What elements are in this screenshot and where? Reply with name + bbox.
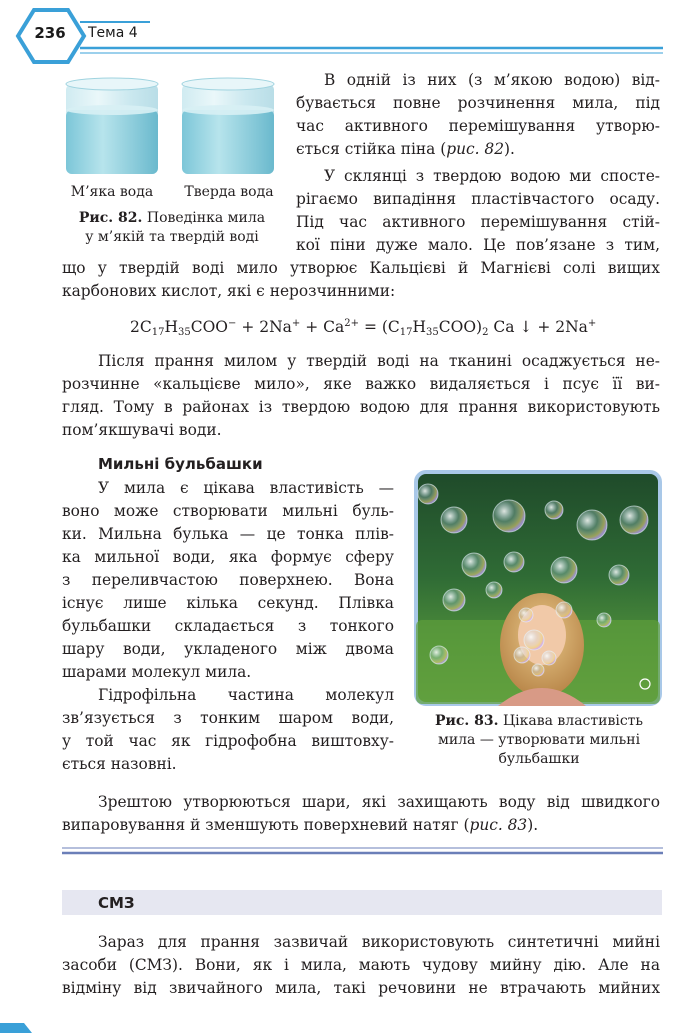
text-line: бувається повне розчинення мила, під xyxy=(296,94,660,112)
section-heading-bar xyxy=(62,890,662,915)
text-line: засоби (СМЗ). Вони, як і мила, мають чудову мийну дію. Але на xyxy=(62,956,660,974)
text-line: воно може створювати мильні буль- xyxy=(62,502,394,520)
text-line: зв’язується з тонким шаром води, xyxy=(62,709,394,727)
figure-83-caption-text: Цікава властивість xyxy=(502,713,644,729)
text-line: час активного перемішування утворю- xyxy=(296,117,660,135)
soft-water-label: М’яка вода xyxy=(70,184,154,200)
text-line: кої піни дуже мало. Це пов’язане з тим, xyxy=(296,236,660,254)
text-line: ється назовні. xyxy=(62,755,177,773)
text-line: шару води, укладеного між двома xyxy=(62,640,394,658)
corner-mark xyxy=(0,1015,40,1033)
soft-water-beaker xyxy=(66,78,158,174)
topic-title: Тема 4 xyxy=(88,25,138,41)
text-line: У склянці з твердою водою ми спосте- xyxy=(324,167,660,185)
text-line: шарами молекул мила. xyxy=(62,663,252,681)
text-line: що у твердій воді мило утворює Кальцієві й Магнієві солі вищих xyxy=(62,259,660,277)
text-line: Зрештою утворюються шари, які захищають воду від швидкого xyxy=(98,793,660,811)
text-line: відміну від звичайного мила, такі речовини не втрачають мийних xyxy=(62,979,660,997)
paragraph-calcium-soap xyxy=(62,350,660,442)
text-line: Під час активного перемішування стій- xyxy=(296,213,660,231)
figure-82-caption-line2: у м’якій та твердій воді xyxy=(85,229,259,245)
section-heading-smz: СМЗ xyxy=(98,894,135,912)
figure-82-caption-text: Поведінка мила xyxy=(146,210,266,226)
text-line: пом’якшувачі води. xyxy=(62,421,222,439)
figure-83-number: Рис. 83. xyxy=(434,713,499,729)
text-line: бульбашки складається з тонкого xyxy=(62,617,394,635)
figure-83-caption-line3: бульбашки xyxy=(498,751,580,767)
text-line: ка мильної води, яка формує сферу xyxy=(62,548,394,566)
text-line: розчинне «кальцієве мило», яке важко видаляється і псує її ви- xyxy=(62,375,660,393)
figure-82-beakers xyxy=(62,76,282,181)
hard-water-beaker xyxy=(182,78,274,174)
paragraph-smz xyxy=(62,931,660,1000)
text-line: випаровування й зменшують поверхневий натяг (рис. 83). xyxy=(62,816,539,834)
text-line: існує лише кілька секунд. Плівка xyxy=(62,594,394,612)
figure-82-number: Рис. 82. xyxy=(78,210,143,226)
paragraph-soft-water xyxy=(296,69,660,161)
paragraph-bubbles-final xyxy=(62,791,660,837)
paragraph-hard-water xyxy=(296,165,660,257)
figure-ref-82: рис. 82 xyxy=(446,140,505,158)
figure-83-bubbles-photo xyxy=(414,470,662,706)
figure-83-caption-line2: мила — утворювати мильні xyxy=(437,732,641,748)
text-line: рігаємо випадіння пластівчастого осаду. xyxy=(296,190,660,208)
section-divider xyxy=(0,845,695,859)
section-heading-bubbles: Мильні бульбашки xyxy=(98,455,263,473)
hard-water-label: Тверда вода xyxy=(184,184,274,200)
figure-82-caption xyxy=(62,209,282,247)
text-line: гляд. Тому в районах із твердою водою для прання використовують xyxy=(62,398,660,416)
reaction-equation: $2C_{17}H_{35}COO^- + 2Na^+ + Ca^{2+} = (C_{17}H_{35}COO)_2$ Ca ↓ + 2Na+ xyxy=(130,318,597,338)
text-line: ки. Мильна булька — це тонка плів- xyxy=(62,525,394,543)
text-line: у той час як гідрофобна виштовху- xyxy=(62,732,394,750)
text-line: Гідрофільна частина молекул xyxy=(98,686,394,704)
text-line: з переливчастою поверхнею. Вона xyxy=(62,571,394,589)
text-line: ється стійка піна (рис. 82). xyxy=(296,140,515,158)
paragraph-hard-water-cont xyxy=(62,257,660,303)
text-line: Зараз для прання зазвичай використовують синтетичні мийні xyxy=(98,933,660,951)
figure-ref-83: рис. 83 xyxy=(469,816,528,834)
figure-83-caption xyxy=(414,712,664,769)
text-line: В одній із них (з м’якою водою) від- xyxy=(324,71,660,89)
page-number: 236 xyxy=(34,24,66,42)
paragraph-bubbles xyxy=(62,477,394,776)
text-line: У мила є цікава властивість — xyxy=(98,479,394,497)
text-line: карбонових кислот, які є нерозчинними: xyxy=(62,282,396,300)
text-line: Після прання милом у твердій воді на тканині осаджується не- xyxy=(98,352,660,370)
